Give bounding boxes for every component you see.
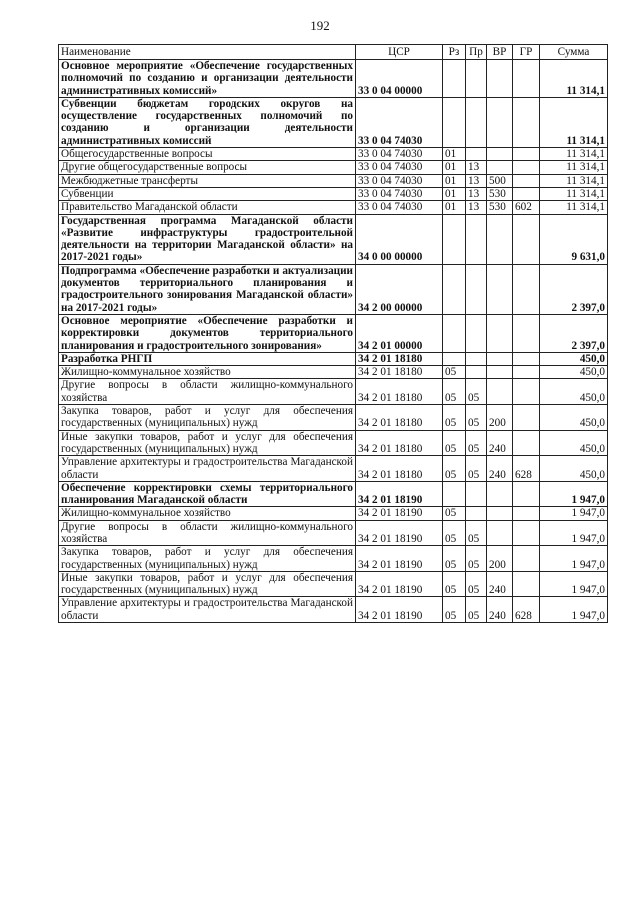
cell-csr: 33 0 04 74030 — [356, 97, 443, 147]
cell-sum: 450,0 — [540, 405, 608, 431]
cell-sum: 1 947,0 — [540, 571, 608, 597]
cell-csr: 34 2 01 18180 — [356, 405, 443, 431]
cell-csr: 34 2 01 18180 — [356, 366, 443, 379]
header-pr: Пр — [466, 45, 487, 60]
table-row — [59, 352, 608, 365]
cell-gr — [513, 187, 540, 200]
cell-vr — [487, 507, 513, 520]
cell-name: Обеспечение корректировки схемы территориального планирования Магаданской области — [59, 481, 356, 507]
cell-vr: 500 — [487, 174, 513, 187]
table-row — [59, 148, 608, 161]
cell-rz: 01 — [443, 174, 466, 187]
cell-sum: 450,0 — [540, 352, 608, 365]
cell-sum: 450,0 — [540, 379, 608, 405]
cell-sum: 11 314,1 — [540, 60, 608, 98]
cell-gr: 602 — [513, 201, 540, 214]
table-row — [59, 201, 608, 214]
cell-gr — [513, 481, 540, 507]
cell-vr — [487, 97, 513, 147]
cell-csr: 33 0 04 74030 — [356, 161, 443, 174]
cell-gr — [513, 60, 540, 98]
cell-gr — [513, 366, 540, 379]
cell-rz — [443, 214, 466, 264]
header-csr: ЦСР — [356, 45, 443, 60]
table-row — [59, 264, 608, 314]
header-name: Наименование — [59, 45, 356, 60]
cell-vr: 530 — [487, 201, 513, 214]
cell-gr — [513, 97, 540, 147]
cell-pr: 05 — [466, 379, 487, 405]
cell-name: Общегосударственные вопросы — [59, 148, 356, 161]
cell-pr: 05 — [466, 546, 487, 572]
cell-pr: 13 — [466, 161, 487, 174]
cell-pr — [466, 366, 487, 379]
cell-name: Управление архитектуры и градостроительства Магаданской области — [59, 456, 356, 482]
cell-sum: 2 397,0 — [540, 264, 608, 314]
cell-pr — [466, 481, 487, 507]
cell-vr — [487, 379, 513, 405]
cell-sum: 11 314,1 — [540, 201, 608, 214]
cell-rz — [443, 314, 466, 352]
header-gr: ГР — [513, 45, 540, 60]
cell-gr — [513, 264, 540, 314]
table-row — [59, 481, 608, 507]
table-row — [59, 366, 608, 379]
header-vr: ВР — [487, 45, 513, 60]
cell-rz: 05 — [443, 597, 466, 623]
cell-rz: 05 — [443, 366, 466, 379]
cell-pr: 05 — [466, 520, 487, 546]
cell-vr — [487, 148, 513, 161]
cell-rz: 01 — [443, 187, 466, 200]
cell-gr — [513, 174, 540, 187]
header-rz: Рз — [443, 45, 466, 60]
cell-rz: 01 — [443, 161, 466, 174]
cell-rz — [443, 97, 466, 147]
cell-pr: 05 — [466, 405, 487, 431]
cell-pr: 05 — [466, 571, 487, 597]
cell-sum: 450,0 — [540, 366, 608, 379]
cell-vr — [487, 352, 513, 365]
cell-name: Государственная программа Магаданской области «Развитие инфраструктуры градостроительной деятельности на территории Магаданской области» на 2017-2021 годы» — [59, 214, 356, 264]
table-row — [59, 405, 608, 431]
cell-vr — [487, 314, 513, 352]
cell-pr — [466, 264, 487, 314]
table-row — [59, 174, 608, 187]
table-row — [59, 161, 608, 174]
cell-name: Иные закупки товаров, работ и услуг для обеспечения государственных (муниципальных) нужд — [59, 571, 356, 597]
cell-vr — [487, 481, 513, 507]
cell-name: Закупка товаров, работ и услуг для обеспечения государственных (муниципальных) нужд — [59, 546, 356, 572]
budget-table — [58, 44, 608, 623]
cell-gr: 628 — [513, 597, 540, 623]
cell-gr — [513, 352, 540, 365]
cell-csr: 34 0 00 00000 — [356, 214, 443, 264]
cell-pr — [466, 60, 487, 98]
cell-name: Жилищно-коммунальное хозяйство — [59, 507, 356, 520]
cell-rz — [443, 352, 466, 365]
cell-sum: 1 947,0 — [540, 481, 608, 507]
cell-pr: 13 — [466, 187, 487, 200]
cell-vr: 200 — [487, 405, 513, 431]
cell-name: Иные закупки товаров, работ и услуг для обеспечения государственных (муниципальных) нужд — [59, 430, 356, 456]
cell-sum: 11 314,1 — [540, 161, 608, 174]
cell-vr: 240 — [487, 597, 513, 623]
table-body — [59, 60, 608, 623]
cell-csr: 33 0 04 00000 — [356, 60, 443, 98]
cell-gr — [513, 314, 540, 352]
cell-sum: 1 947,0 — [540, 520, 608, 546]
cell-sum: 1 947,0 — [540, 507, 608, 520]
cell-name: Основное мероприятие «Обеспечение разработки и корректировки документов территориального планирования и градостроительного зонирования» — [59, 314, 356, 352]
cell-rz: 05 — [443, 546, 466, 572]
table-row — [59, 546, 608, 572]
cell-gr — [513, 379, 540, 405]
cell-csr: 34 2 01 18190 — [356, 520, 443, 546]
cell-csr: 34 2 01 18190 — [356, 597, 443, 623]
cell-vr — [487, 60, 513, 98]
table-row — [59, 456, 608, 482]
cell-vr: 240 — [487, 571, 513, 597]
cell-name: Подпрограмма «Обеспечение разработки и актуализации документов территориального планирования и градостроительного зонирования Магаданской области» на 2017-2021 годы» — [59, 264, 356, 314]
cell-name: Субвенции — [59, 187, 356, 200]
cell-sum: 450,0 — [540, 430, 608, 456]
cell-sum: 11 314,1 — [540, 187, 608, 200]
cell-vr: 200 — [487, 546, 513, 572]
table-row — [59, 379, 608, 405]
cell-gr — [513, 214, 540, 264]
cell-pr: 05 — [466, 456, 487, 482]
cell-gr — [513, 161, 540, 174]
cell-pr: 05 — [466, 597, 487, 623]
cell-pr — [466, 97, 487, 147]
cell-sum: 9 631,0 — [540, 214, 608, 264]
header-sum: Сумма — [540, 45, 608, 60]
cell-csr: 34 2 00 00000 — [356, 264, 443, 314]
cell-gr: 628 — [513, 456, 540, 482]
cell-vr: 240 — [487, 456, 513, 482]
table-row — [59, 430, 608, 456]
cell-csr: 34 2 01 18180 — [356, 430, 443, 456]
cell-rz: 05 — [443, 379, 466, 405]
table-header-row — [59, 45, 608, 60]
cell-rz — [443, 264, 466, 314]
cell-pr — [466, 148, 487, 161]
cell-rz — [443, 481, 466, 507]
cell-csr: 34 2 01 18180 — [356, 456, 443, 482]
cell-vr — [487, 366, 513, 379]
cell-pr — [466, 507, 487, 520]
cell-rz: 05 — [443, 456, 466, 482]
cell-name: Жилищно-коммунальное хозяйство — [59, 366, 356, 379]
cell-sum: 11 314,1 — [540, 148, 608, 161]
table-row — [59, 97, 608, 147]
cell-sum: 1 947,0 — [540, 546, 608, 572]
table-row — [59, 507, 608, 520]
cell-rz — [443, 60, 466, 98]
cell-rz: 01 — [443, 148, 466, 161]
cell-csr: 34 2 01 18180 — [356, 379, 443, 405]
cell-csr: 34 2 01 00000 — [356, 314, 443, 352]
page-number: 192 — [310, 18, 330, 33]
cell-name: Управление архитектуры и градостроительства Магаданской области — [59, 597, 356, 623]
cell-name: Правительство Магаданской области — [59, 201, 356, 214]
cell-rz: 01 — [443, 201, 466, 214]
cell-name: Закупка товаров, работ и услуг для обеспечения государственных (муниципальных) нужд — [59, 405, 356, 431]
cell-name: Другие общегосударственные вопросы — [59, 161, 356, 174]
cell-name: Основное мероприятие «Обеспечение государственных полномочий по созданию и организации деятельности административных комиссий» — [59, 60, 356, 98]
cell-gr — [513, 507, 540, 520]
cell-vr: 240 — [487, 430, 513, 456]
cell-name: Другие вопросы в области жилищно-коммунального хозяйства — [59, 379, 356, 405]
cell-csr: 34 2 01 18180 — [356, 352, 443, 365]
cell-vr — [487, 214, 513, 264]
table-row — [59, 520, 608, 546]
cell-gr — [513, 405, 540, 431]
cell-sum: 2 397,0 — [540, 314, 608, 352]
table-row — [59, 187, 608, 200]
table-row — [59, 597, 608, 623]
cell-pr: 13 — [466, 201, 487, 214]
cell-rz: 05 — [443, 430, 466, 456]
cell-rz: 05 — [443, 571, 466, 597]
cell-csr: 34 2 01 18190 — [356, 507, 443, 520]
table-row — [59, 214, 608, 264]
cell-name: Другие вопросы в области жилищно-коммунального хозяйства — [59, 520, 356, 546]
cell-name: Межбюджетные трансферты — [59, 174, 356, 187]
cell-gr — [513, 546, 540, 572]
cell-gr — [513, 430, 540, 456]
cell-rz: 05 — [443, 507, 466, 520]
cell-sum: 450,0 — [540, 456, 608, 482]
cell-pr — [466, 214, 487, 264]
cell-gr — [513, 571, 540, 597]
cell-csr: 33 0 04 74030 — [356, 148, 443, 161]
cell-rz: 05 — [443, 520, 466, 546]
cell-csr: 33 0 04 74030 — [356, 174, 443, 187]
cell-sum: 11 314,1 — [540, 97, 608, 147]
table-row — [59, 60, 608, 98]
cell-vr: 530 — [487, 187, 513, 200]
cell-pr: 13 — [466, 174, 487, 187]
cell-name: Субвенции бюджетам городских округов на осуществление государственных полномочий по созданию и организации деятельности административных комиссий — [59, 97, 356, 147]
cell-sum: 1 947,0 — [540, 597, 608, 623]
cell-csr: 34 2 01 18190 — [356, 571, 443, 597]
cell-gr — [513, 148, 540, 161]
table-row — [59, 314, 608, 352]
cell-vr — [487, 264, 513, 314]
cell-pr — [466, 352, 487, 365]
cell-csr: 33 0 04 74030 — [356, 201, 443, 214]
cell-gr — [513, 520, 540, 546]
cell-csr: 34 2 01 18190 — [356, 546, 443, 572]
cell-sum: 11 314,1 — [540, 174, 608, 187]
cell-name: Разработка РНГП — [59, 352, 356, 365]
cell-csr: 33 0 04 74030 — [356, 187, 443, 200]
cell-vr — [487, 520, 513, 546]
cell-rz: 05 — [443, 405, 466, 431]
table-row — [59, 571, 608, 597]
cell-pr — [466, 314, 487, 352]
cell-csr: 34 2 01 18190 — [356, 481, 443, 507]
cell-pr: 05 — [466, 430, 487, 456]
cell-vr — [487, 161, 513, 174]
